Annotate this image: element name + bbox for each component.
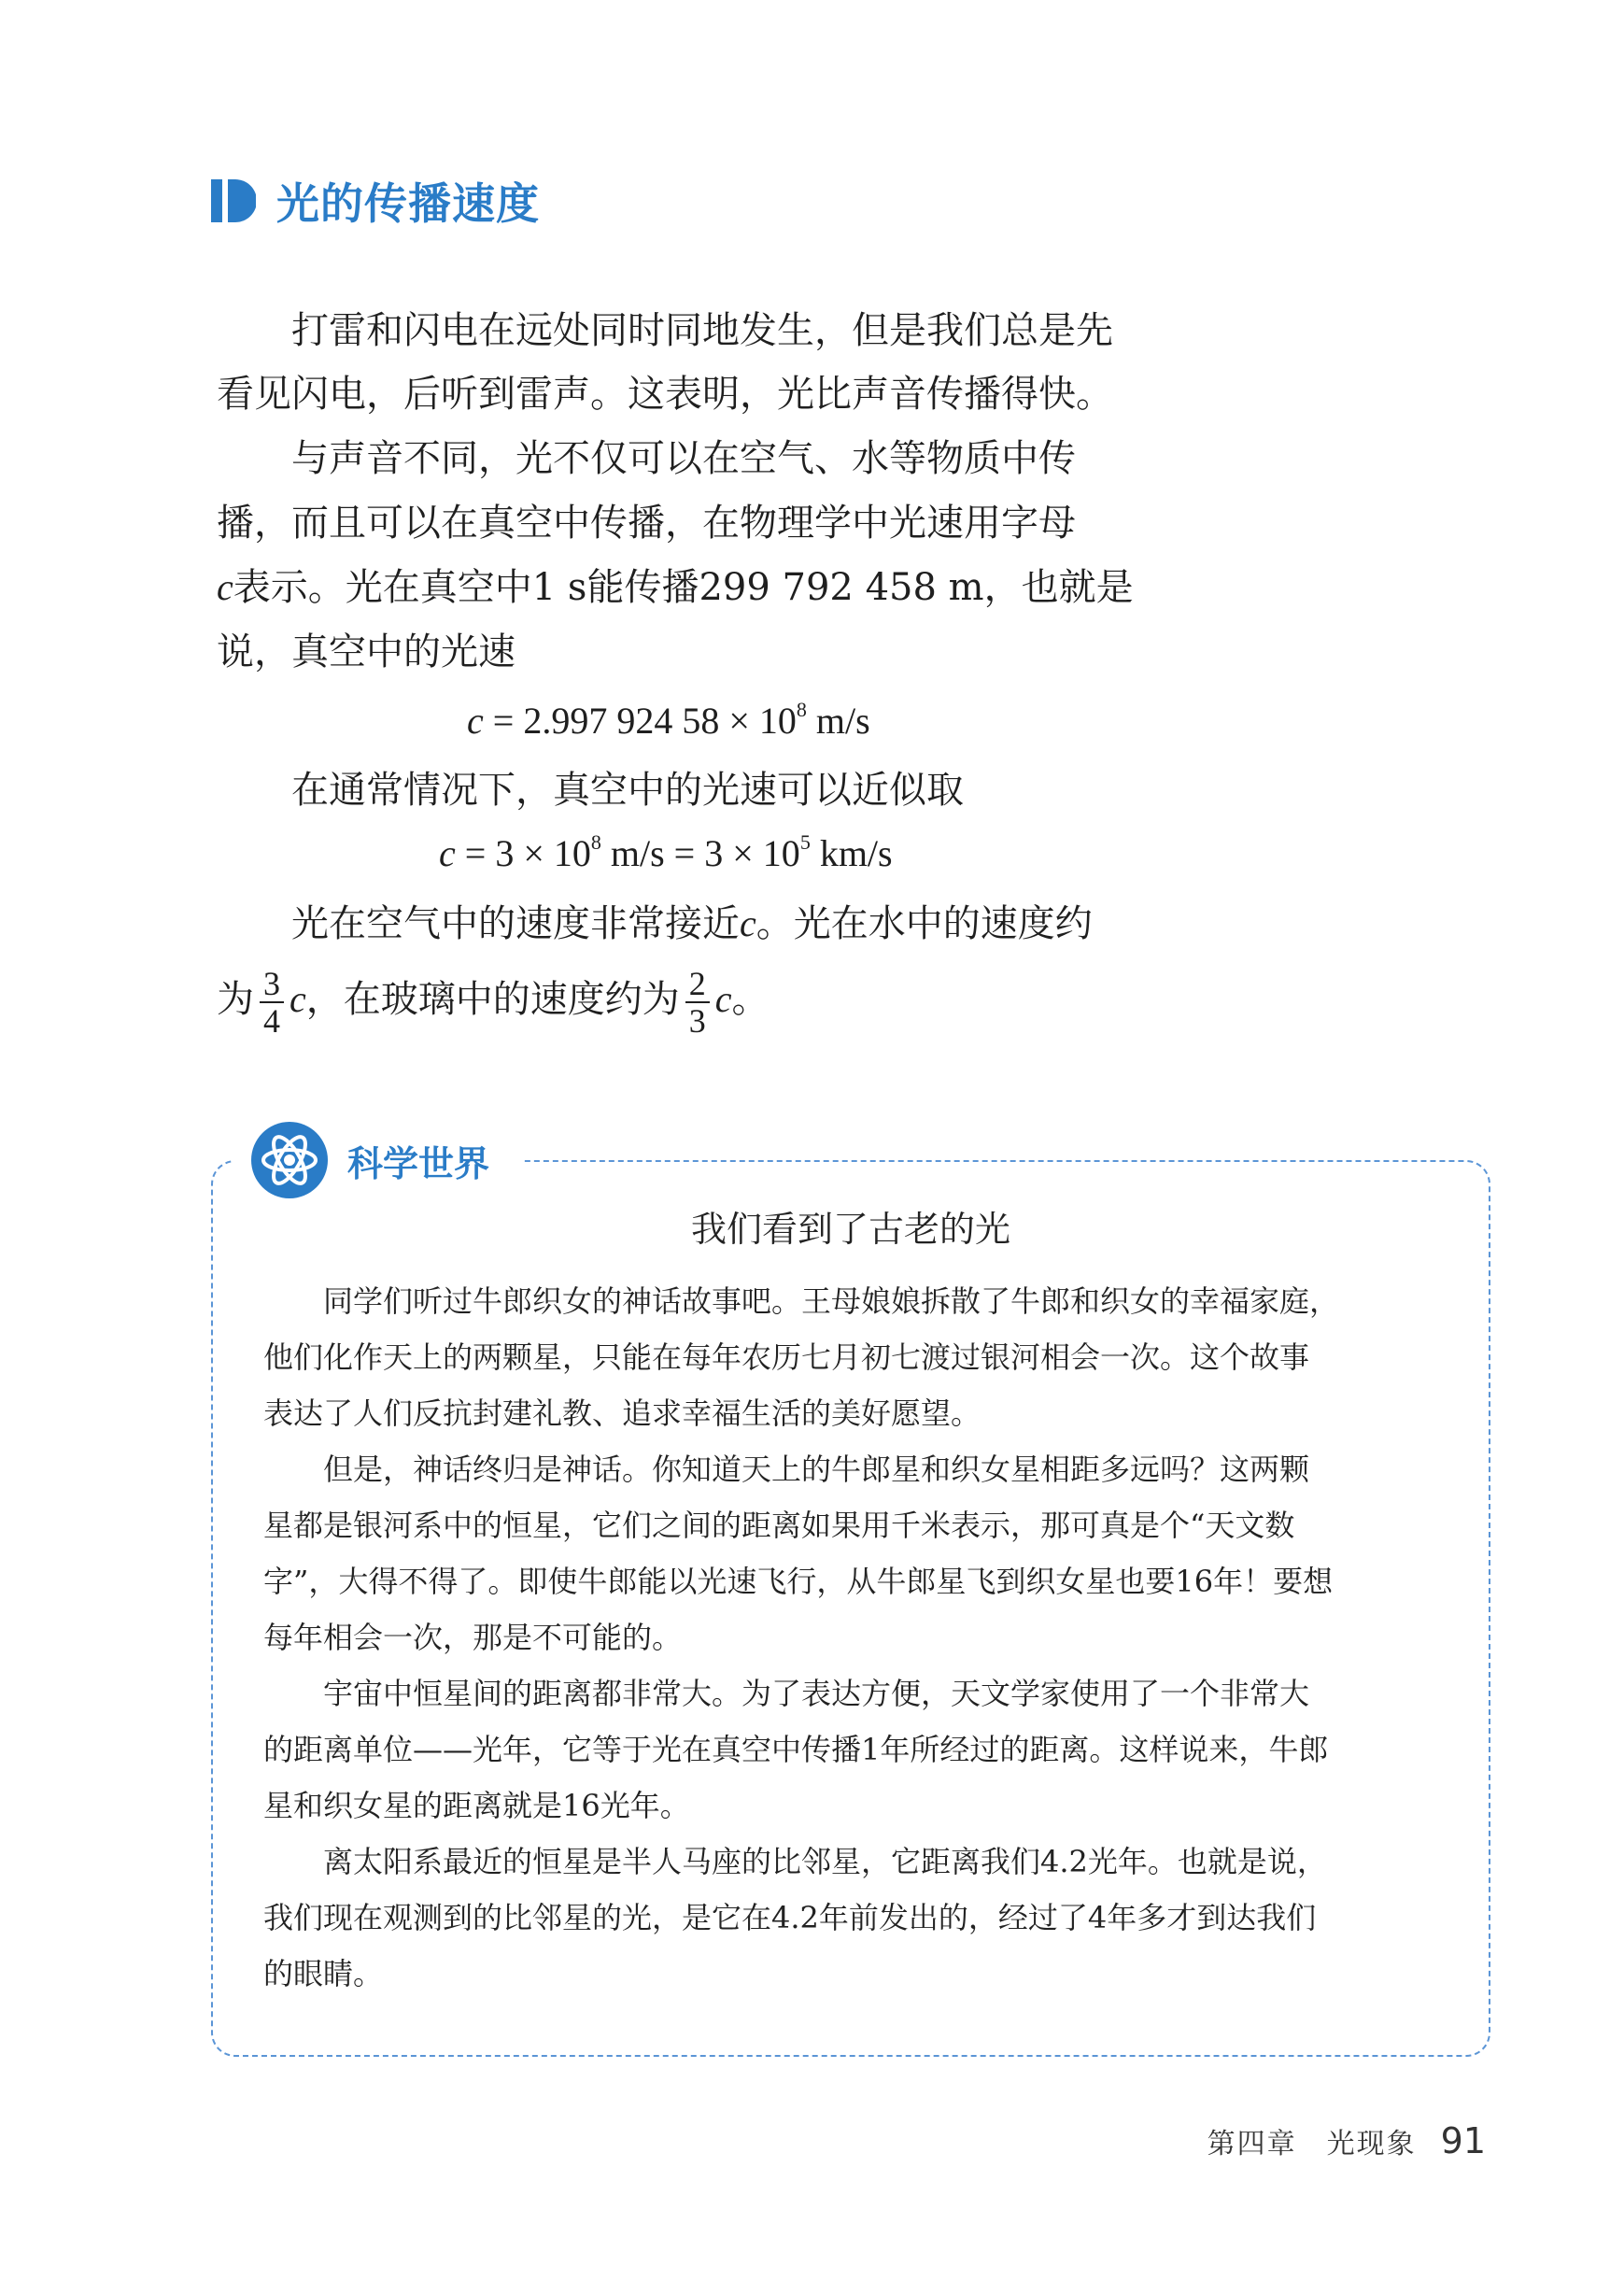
speed-symbol: c [714, 978, 732, 1020]
text-span: 为 [217, 978, 254, 1021]
speed-symbol: c [217, 566, 233, 608]
formula-exponent: 5 [799, 830, 811, 854]
paragraph-2-line-3 [217, 556, 1134, 619]
section-marker-icon [211, 179, 256, 222]
paragraph-4-line-1 [217, 892, 1123, 956]
box-line: 但是，神话终归是神话。你知道天上的牛郎星和织女星相距多远吗？这两颗 [323, 1452, 1310, 1487]
formula-part: km/s [810, 832, 893, 874]
box-line: 星和织女星的距离就是16光年。 [263, 1788, 690, 1823]
box-line: 每年相会一次，那是不可能的。 [263, 1620, 683, 1655]
section-title: 光的传播速度 [276, 178, 540, 229]
text-span: ，在玻璃中的速度约为 [305, 978, 680, 1021]
box-line: 星都是银河系中的恒星，它们之间的距离如果用千米表示，那可真是个“天文数 [263, 1508, 1295, 1543]
formula-symbol: c [439, 832, 456, 874]
box-line: 的眼睛。 [263, 1956, 384, 1991]
paragraph-2-line-2: 播，而且可以在真空中传播，在物理学中光速用字母 [217, 502, 1076, 545]
formula-exponent: 8 [590, 830, 601, 854]
fraction-denominator: 3 [688, 1002, 706, 1040]
text-span: 。 [731, 978, 770, 1021]
paragraph-1-line-2: 看见闪电，后听到雷声。这表明，光比声音传播得快。 [217, 373, 1113, 416]
paragraph-3: 在通常情况下，真空中的光速可以近似取 [291, 769, 964, 812]
box-line: 离太阳系最近的恒星是半人马座的比邻星，它距离我们4.2光年。也就是说， [323, 1844, 1327, 1879]
formula-symbol: c [467, 700, 484, 742]
fraction-numerator: 3 [260, 966, 284, 1003]
formula-light-speed-approx [439, 831, 893, 875]
page-footer [1207, 2120, 1486, 2161]
page-number: 91 [1440, 2120, 1486, 2161]
formula-unit: m/s [806, 700, 870, 742]
text-span: 光在空气中的速度非常接近 [291, 902, 740, 945]
speed-symbol: c [740, 902, 756, 944]
formula-part: m/s = 3 × 10 [600, 832, 800, 874]
formula-light-speed-exact [467, 699, 870, 743]
box-line: 宇宙中恒星间的距离都非常大。为了表达方便，天文学家使用了一个非常大 [323, 1676, 1310, 1711]
atom-icon [250, 1121, 329, 1199]
paragraph-1-line-1: 打雷和闪电在远处同时同地发生，但是我们总是先 [291, 309, 1113, 352]
paragraph-2-line-1: 与声音不同，光不仅可以在空气、水等物质中传 [291, 437, 1076, 480]
box-line: 我们现在观测到的比邻星的光，是它在4.2年前发出的，经过了4年多才到达我们 [263, 1900, 1317, 1935]
paragraph-2-line-4: 说，真空中的光速 [217, 630, 515, 673]
box-line: 的距离单位——光年，它等于光在真空中传播1年所经过的距离。这样说来，牛郎 [263, 1732, 1329, 1767]
science-world-label: 科学世界 [347, 1143, 490, 1184]
speed-symbol: c [289, 978, 306, 1020]
section-heading [211, 168, 540, 234]
box-line: 同学们听过牛郎织女的神话故事吧。王母娘娘拆散了牛郎和织女的幸福家庭， [323, 1283, 1340, 1319]
fraction-two-thirds [685, 966, 710, 1039]
fraction-numerator: 2 [685, 966, 710, 1003]
chapter-label: 第四章 光现象 [1207, 2128, 1417, 2160]
paragraph-2-line-3-text: 表示。光在真空中1 s能传播299 792 458 m，也就是 [233, 566, 1134, 609]
fraction-three-quarters [260, 966, 284, 1039]
fraction-denominator: 4 [263, 1002, 280, 1040]
box-title: 我们看到了古老的光 [690, 1209, 1010, 1250]
text-span: 。光在水中的速度约 [756, 902, 1093, 945]
paragraph-4-line-2 [217, 957, 1123, 1041]
box-line: 字”，大得不得了。即使牛郎能以光速飞行，从牛郎星飞到织女星也要16年！要想 [263, 1564, 1334, 1599]
box-line: 他们化作天上的两颗星，只能在每年农历七月初七渡过银河相会一次。这个故事 [263, 1339, 1310, 1375]
formula-exponent: 8 [796, 698, 807, 721]
box-line: 表达了人们反抗封建礼教、追求幸福生活的美好愿望。 [263, 1395, 981, 1431]
formula-part: = 3 × 10 [455, 832, 591, 874]
formula-value: = 2.997 924 58 × 10 [483, 700, 797, 742]
